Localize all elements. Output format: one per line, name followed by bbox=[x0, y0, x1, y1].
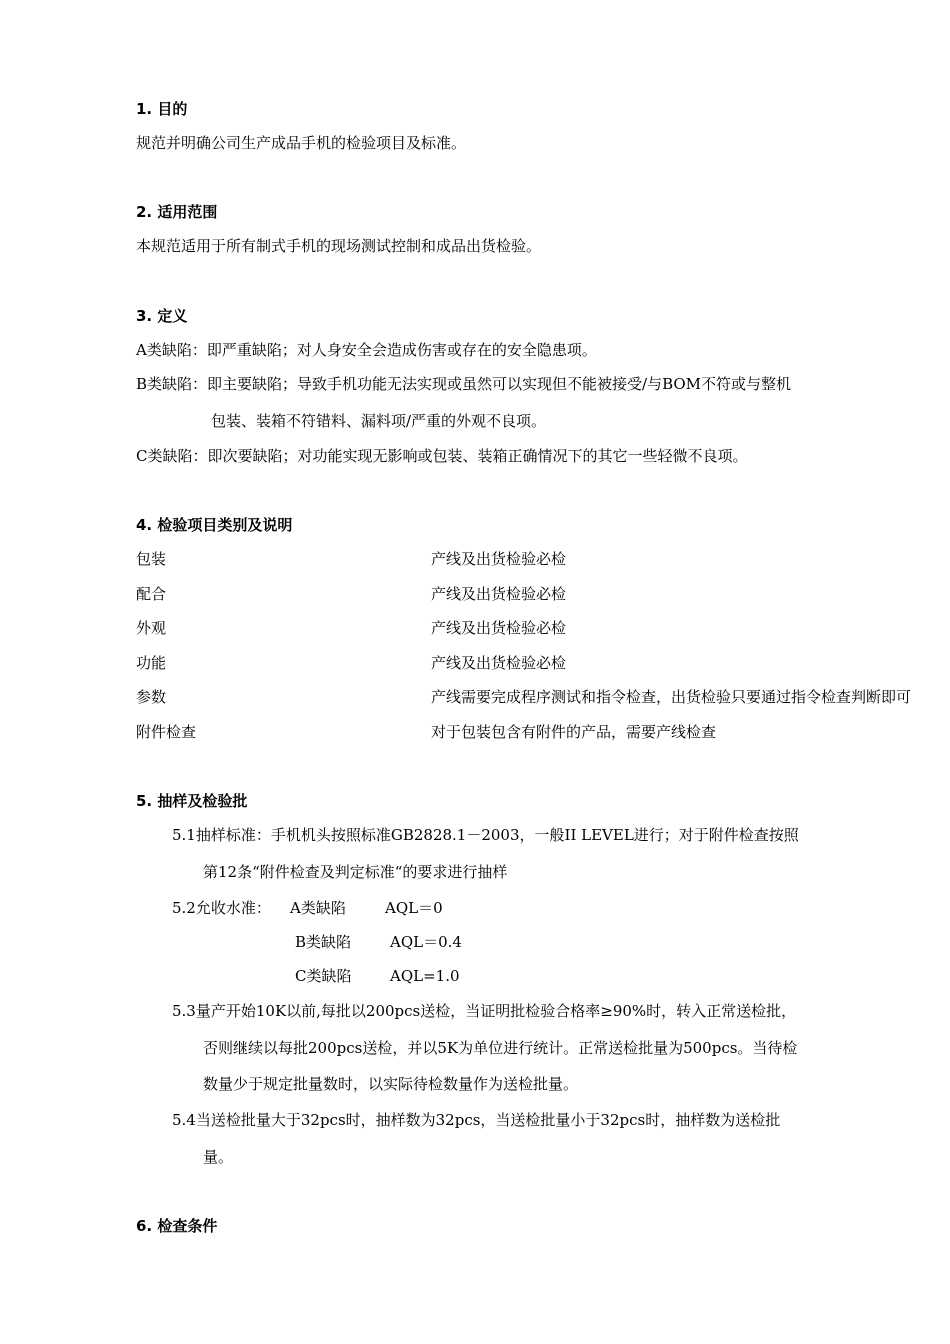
inspection-item: 附件检查 bbox=[136, 723, 197, 741]
aql-row-c bbox=[295, 966, 460, 986]
inspection-row bbox=[136, 722, 717, 742]
definition-b: B类缺陷：即主要缺陷；导致手机功能无法实现或虽然可以实现但不能被接受/与BOM不符或与整机 bbox=[136, 375, 792, 393]
aql-class: C类缺陷 bbox=[295, 967, 352, 985]
inspection-row bbox=[136, 687, 912, 707]
inspection-desc: 产线需要完成程序测试和指令检查，出货检验只要通过指令检查判断即可 bbox=[431, 688, 912, 706]
clause-5-4: 5.4当送检批量大于32pcs时，抽样数为32pcs，当送检批量小于32pcs时，抽样数为送检批 bbox=[172, 1111, 781, 1129]
clause-5-3-line-2: 否则继续以每批200pcs送检，并以5K为单位进行统计。正常送检批量为500pcs。当待检 bbox=[203, 1039, 798, 1057]
inspection-desc: 产线及出货检验必检 bbox=[431, 585, 567, 603]
inspection-item: 参数 bbox=[136, 688, 167, 706]
inspection-desc: 产线及出货检验必检 bbox=[431, 550, 567, 568]
clause-5-3: 5.3量产开始10K以前,每批以200pcs送检，当证明批检验合格率≥90%时，转入正常送检批， bbox=[172, 1002, 797, 1020]
inspection-desc: 产线及出货检验必检 bbox=[431, 619, 567, 637]
aql-row-b bbox=[295, 932, 462, 952]
section-5-heading: 5. 抽样及检验批 bbox=[136, 792, 248, 810]
aql-class: A类缺陷 bbox=[290, 899, 346, 917]
definition-a: A类缺陷：即严重缺陷；对人身安全会造成伤害或存在的安全隐患项。 bbox=[136, 341, 597, 359]
section-4-heading: 4. 检验项目类别及说明 bbox=[136, 516, 293, 534]
section-2-heading: 2. 适用范围 bbox=[136, 203, 218, 221]
inspection-desc: 产线及出货检验必检 bbox=[431, 654, 567, 672]
aql-row-a bbox=[290, 898, 443, 918]
inspection-row bbox=[136, 618, 567, 638]
aql-value: AQL＝0 bbox=[385, 899, 443, 917]
aql-value: AQL＝0.4 bbox=[390, 933, 462, 951]
section-6-heading: 6. 检查条件 bbox=[136, 1217, 218, 1235]
inspection-item: 外观 bbox=[136, 619, 167, 637]
section-2-body: 本规范适用于所有制式手机的现场测试控制和成品出货检验。 bbox=[136, 237, 542, 255]
inspection-row bbox=[136, 653, 567, 673]
section-1-body: 规范并明确公司生产成品手机的检验项目及标准。 bbox=[136, 134, 467, 152]
definition-c: C类缺陷：即次要缺陷；对功能实现无影响或包装、装箱正确情况下的其它一些轻微不良项。 bbox=[136, 447, 748, 465]
aql-value: AQL=1.0 bbox=[390, 967, 460, 985]
aql-class: B类缺陷 bbox=[295, 933, 352, 951]
clause-5-1-continued: 第12条“附件检查及判定标准“的要求进行抽样 bbox=[203, 863, 508, 881]
inspection-row bbox=[136, 549, 567, 569]
clause-5-4-continued: 量。 bbox=[203, 1148, 234, 1166]
inspection-item: 功能 bbox=[136, 654, 167, 672]
inspection-item: 包装 bbox=[136, 550, 167, 568]
section-1-heading: 1. 目的 bbox=[136, 100, 188, 118]
section-3-heading: 3. 定义 bbox=[136, 307, 188, 325]
clause-5-1: 5.1抽样标准：手机机头按照标准GB2828.1－2003，一般II LEVEL进行；对于附件检查按照 bbox=[172, 826, 799, 844]
clause-5-3-line-3: 数量少于规定批量数时，以实际待检数量作为送检批量。 bbox=[203, 1075, 579, 1093]
inspection-desc: 对于包装包含有附件的产品，需要产线检查 bbox=[431, 723, 717, 741]
clause-5-2-label: 5.2允收水准： bbox=[172, 899, 271, 917]
inspection-item: 配合 bbox=[136, 585, 167, 603]
inspection-row bbox=[136, 584, 567, 604]
definition-b-continued: 包装、装箱不符错料、漏料项/严重的外观不良项。 bbox=[211, 412, 547, 430]
